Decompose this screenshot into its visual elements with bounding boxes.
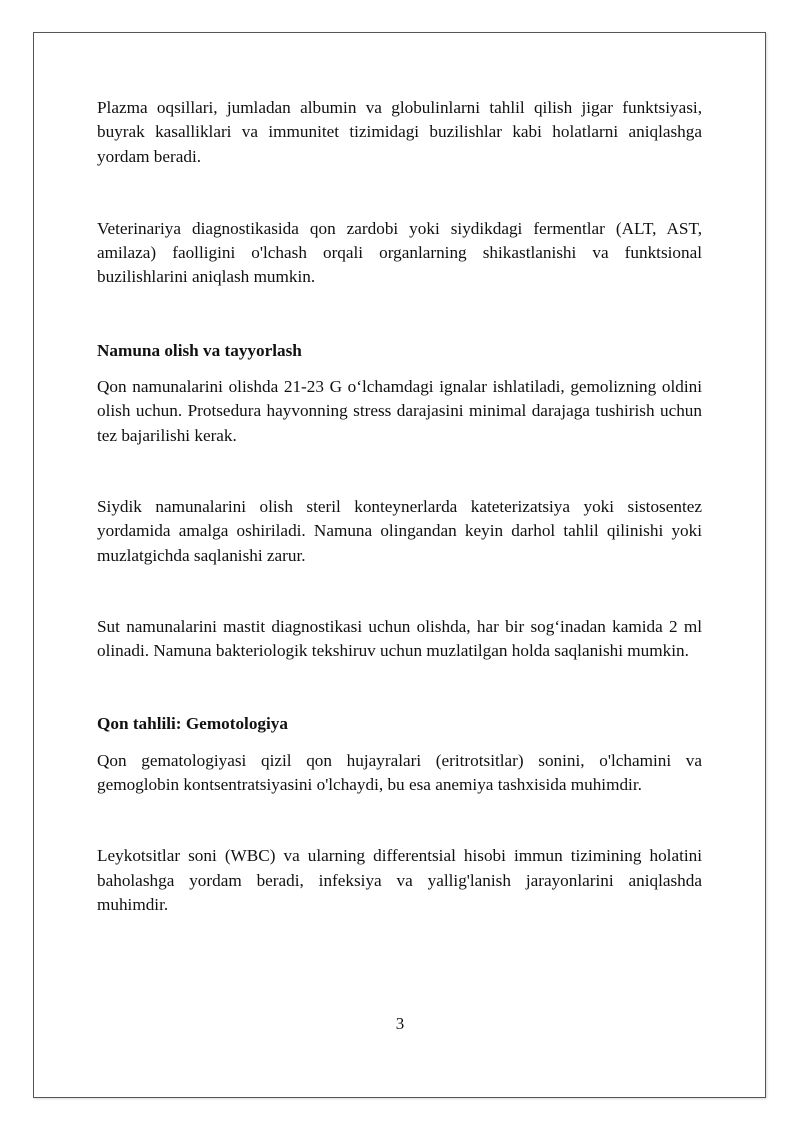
paragraph-erythrocytes: Qon gematologiyasi qizil qon hujayralari (eritrotsitlar) sonini, o'lchamini va gemoglobin kontsentratsiyasini o'lchaydi, bu esa anemiya tashxisida muhimdir. <box>97 750 702 795</box>
paragraph-plasma-proteins: Plazma oqsillari, jumladan albumin va globulinlarni tahlil qilish jigar funktsiyasi, buyrak kasalliklari va immunitet tizimidagi buzilishlar kabi holatlarni aniqlashga yordam beradi. <box>97 98 702 166</box>
heading-sampling: Namuna olish va tayyorlash <box>97 340 302 360</box>
paragraph-milk-samples: Sut namunalarini mastit diagnostikasi uchun olishda, har bir sog‘inadan kamida 2 ml olinadi. Namuna bakteriologik tekshiruv uchun muzlatilgan holda saqlanishi mumkin. <box>97 616 702 661</box>
paragraph-urine-samples: Siydik namunalarini olish steril konteynerlarda kateterizatsiya yoki sistosentez yordamida amalga oshiriladi. Namuna olingandan keyin darhol tahlil qilinishi yoki muzlatgichda saqlanishi zarur. <box>97 496 702 565</box>
heading-hematology: Qon tahlili: Gemotologiya <box>97 714 288 734</box>
paragraph-enzymes: Veterinariya diagnostikasida qon zardobi yoki siydikdagi fermentlar (ALT, AST, amilaza) faolligini o'lchash orqali organlarning shikastlanishi va funktsional buzilishlarini aniqlash mumkin. <box>97 218 702 287</box>
paragraph-blood-samples: Qon namunalarini olishda 21-23 G o‘lchamdagi ignalar ishlatiladi, gemolizning oldini olish uchun. Protsedura hayvonning stress darajasini minimal darajaga tushirish uchun tez bajarilishi kerak. <box>97 377 702 445</box>
paragraph-leukocytes: Leykotsitlar soni (WBC) va ularning differentsial hisobi immun tizimining holatini baholashga yordam beradi, infeksiya va yallig'lanish jarayonlarini aniqlashda muhimdir. <box>97 846 702 914</box>
page-number: 3 <box>395 1014 405 1033</box>
document-body <box>97 96 702 917</box>
